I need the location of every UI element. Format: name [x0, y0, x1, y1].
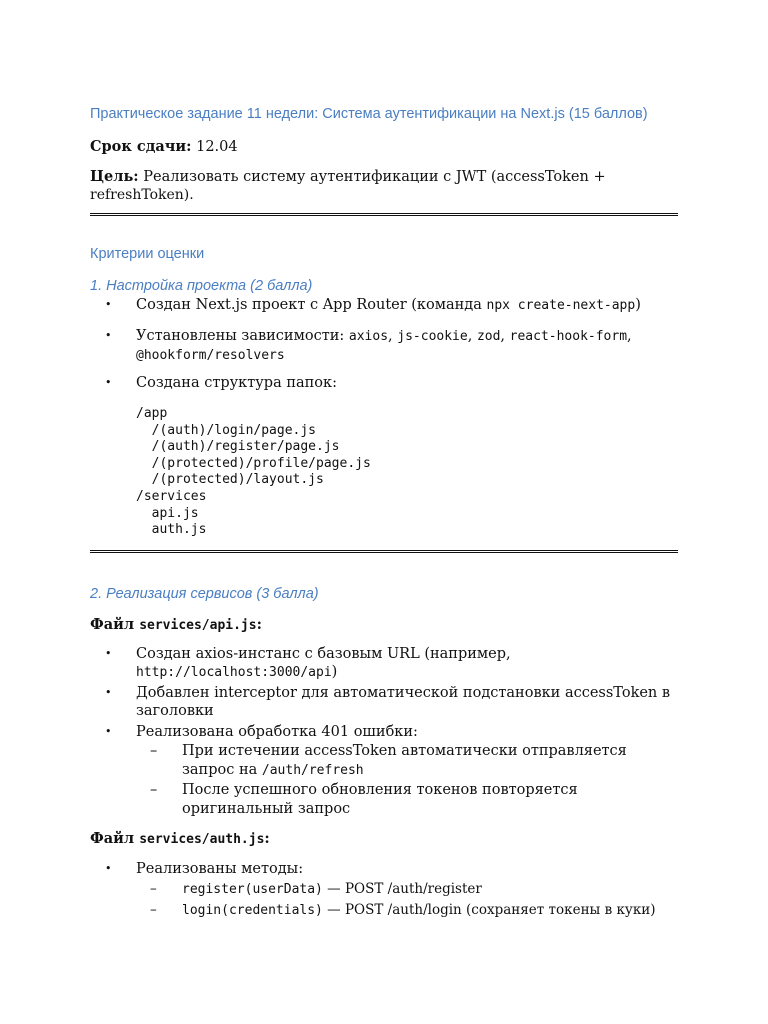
page-title: Практическое задание 11 недели: Система аутентификации на Next.js (15 баллов) — [90, 106, 648, 122]
sub-list-item: – При истечении accessToken автоматически отправляется запрос на /auth/refresh — [136, 742, 680, 780]
tree-line: /(protected)/layout.js — [136, 472, 324, 488]
section-1-heading: 1. Настройка проекта (2 балла) — [90, 278, 313, 294]
goal-text: Реализовать систему аутентификации с JWT (accessToken + — [138, 169, 606, 185]
file-auth-heading: Файл services/auth.js: — [90, 830, 270, 847]
criteria-heading: Критерии оценки — [90, 246, 205, 262]
sub-list-item: – register(userData) — POST /auth/register — [136, 880, 696, 899]
list-item: • Создан axios-инстанс с базовым URL (например, http://localhost:3000/api) — [90, 645, 680, 682]
goal-text-cont: refreshToken). — [90, 187, 194, 203]
section-1-list — [90, 327, 680, 365]
section-1-list — [90, 374, 680, 392]
list-item: • Установлены зависимости: axios, js-cookie, zod, react-hook-form, @hookform/resolvers — [90, 327, 680, 365]
sub-list-item: – После успешного обновления токенов повторяется оригинальный запрос — [136, 781, 680, 819]
api-sublist — [136, 742, 680, 780]
divider — [90, 550, 678, 553]
divider — [90, 213, 678, 216]
sub-list-item: – login(credentials) — POST /auth/login (сохраняет токены в куки) — [136, 901, 696, 920]
list-item: • Реализована обработка 401 ошибки: — [90, 723, 680, 741]
tree-line: /(protected)/profile/page.js — [136, 455, 371, 471]
deadline-value: 12.04 — [191, 139, 238, 155]
goal-line — [90, 167, 606, 187]
list-item: • Создана структура папок: — [90, 374, 680, 392]
api-list — [90, 723, 680, 741]
goal-label: Цель: — [90, 168, 139, 185]
tree-line: /app — [136, 406, 168, 421]
api-list — [90, 684, 680, 720]
api-sublist — [136, 781, 680, 819]
auth-sublist — [136, 901, 696, 920]
tree-line: /services — [136, 488, 207, 504]
deadline-label: Срок сдачи: — [90, 138, 192, 155]
auth-list — [90, 860, 680, 878]
tree-line: api.js — [136, 505, 199, 521]
folder-tree — [90, 406, 371, 539]
list-item: • Добавлен interceptor для автоматической подстановки accessToken в заголовки — [90, 684, 680, 720]
file-api-heading: Файл services/api.js: — [90, 616, 262, 633]
list-item: • Создан Next.js проект с App Router (команда npx create-next-app) — [90, 296, 680, 315]
tree-line: /(auth)/login/page.js — [136, 422, 317, 438]
auth-sublist — [136, 880, 696, 899]
list-item: • Реализованы методы: — [90, 860, 680, 878]
api-list — [90, 645, 680, 682]
tree-line: /(auth)/register/page.js — [136, 439, 340, 455]
section-2-heading: 2. Реализация сервисов (3 балла) — [90, 586, 319, 602]
deadline-line — [90, 137, 238, 157]
tree-line: auth.js — [136, 522, 207, 538]
section-1-list — [90, 296, 680, 315]
